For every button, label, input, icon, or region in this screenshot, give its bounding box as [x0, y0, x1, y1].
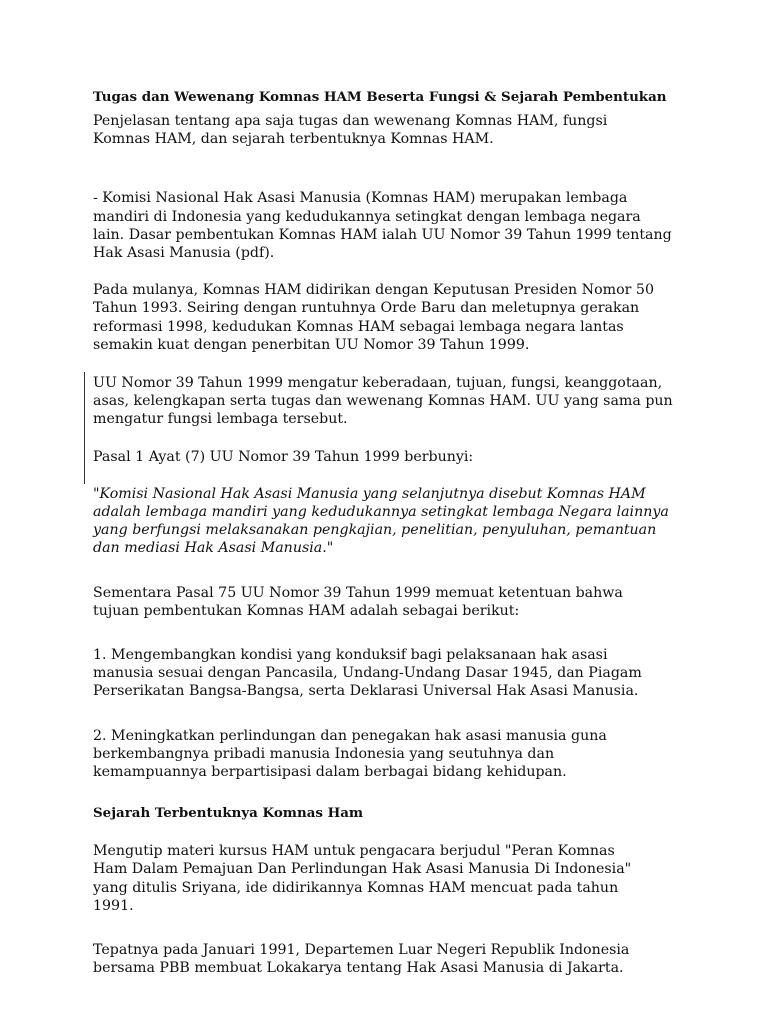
paragraph-sriyana: Mengutip materi kursus HAM untuk pengacara berjudul "Peran Komnas Ham Dalam Pemajuan Dan Perlindungan Hak Asasi Manusia Di Indonesia" yang ditulis Sriyana, ide didirikannya Komnas HAM mencuat pada tahun 1991.: [93, 843, 632, 914]
list-item-2: 2. Meningkatkan perlindungan dan penegakan hak asasi manusia guna berkembangnya pribadi manusia Indonesia yang seutuhnya dan kemampuannya berpartisipasi dalam berbagai bidang kehidupan.: [93, 727, 607, 781]
document-title: Tugas dan Wewenang Komnas HAM Beserta Fungsi & Sejarah Pembentukan: [93, 89, 667, 105]
quote-close-mark: ": [326, 540, 334, 557]
section-heading-sejarah: Sejarah Terbentuknya Komnas Ham: [93, 805, 364, 822]
paragraph-pasal-1: Pasal 1 Ayat (7) UU Nomor 39 Tahun 1999 berbunyi:: [93, 448, 474, 465]
quote-open-mark: ": [93, 485, 100, 502]
paragraph-uu-39: UU Nomor 39 Tahun 1999 mengatur keberadaan, tujuan, fungsi, keanggotaan, asas, kelengkapan serta tugas dan wewenang Komnas HAM. UU yang sama pun mengatur fungsi lembaga tersebut.: [93, 375, 673, 428]
paragraph-januari-1991: Tepatnya pada Januari 1991, Departemen Luar Negeri Republik Indonesia bersama PBB membuat Lokakarya tentang Hak Asasi Manusia di Jakarta.: [93, 942, 630, 977]
paragraph-pasal-75: Sementara Pasal 75 UU Nomor 39 Tahun 1999 memuat ketentuan bahwa tujuan pembentukan Komnas HAM adalah sebagai berikut:: [93, 584, 623, 619]
intro-paragraph: Penjelasan tentang apa saja tugas dan wewenang Komnas HAM, fungsi Komnas HAM, dan sejarah terbentuknya Komnas HAM.: [93, 113, 608, 148]
quote-pasal-1: [93, 485, 678, 558]
paragraph-komnas-definition: - Komisi Nasional Hak Asasi Manusia (Komnas HAM) merupakan lembaga mandiri di Indonesia yang kedudukannya setingkat dengan lembaga negara lain. Dasar pembentukan Komnas HAM ialah UU Nomor 39 Tahun 1999 tentang Hak Asasi Manusia (pdf).: [93, 190, 672, 262]
quote-text: Komisi Nasional Hak Asasi Manusia yang selanjutnya disebut Komnas HAM adalah lembaga mandiri yang kedudukannya setingkat lembaga Negara lainnya yang berfungsi melaksanakan pengkajian, penelitian, penyuluhan, pemantuan dan mediasi Hak Asasi Manusia.: [93, 485, 669, 557]
paragraph-history-start: Pada mulanya, Komnas HAM didirikan dengan Keputusan Presiden Nomor 50 Tahun 1993. Seiring dengan runtuhnya Orde Baru dan meletupnya gerakan reformasi 1998, kedudukan Komnas HAM sebagai lembaga negara lantas semakin kuat dengan penerbitan UU Nomor 39 Tahun 1999.: [93, 282, 654, 353]
list-item-1: 1. Mengembangkan kondisi yang konduksif bagi pelaksanaan hak asasi manusia sesuai dengan Pancasila, Undang-Undang Dasar 1945, dan Piagam Perserikatan Bangsa-Bangsa, serta Deklarasi Universal Hak Asasi Manusia.: [93, 647, 642, 700]
margin-line: [84, 372, 85, 484]
document-body: [93, 88, 693, 978]
